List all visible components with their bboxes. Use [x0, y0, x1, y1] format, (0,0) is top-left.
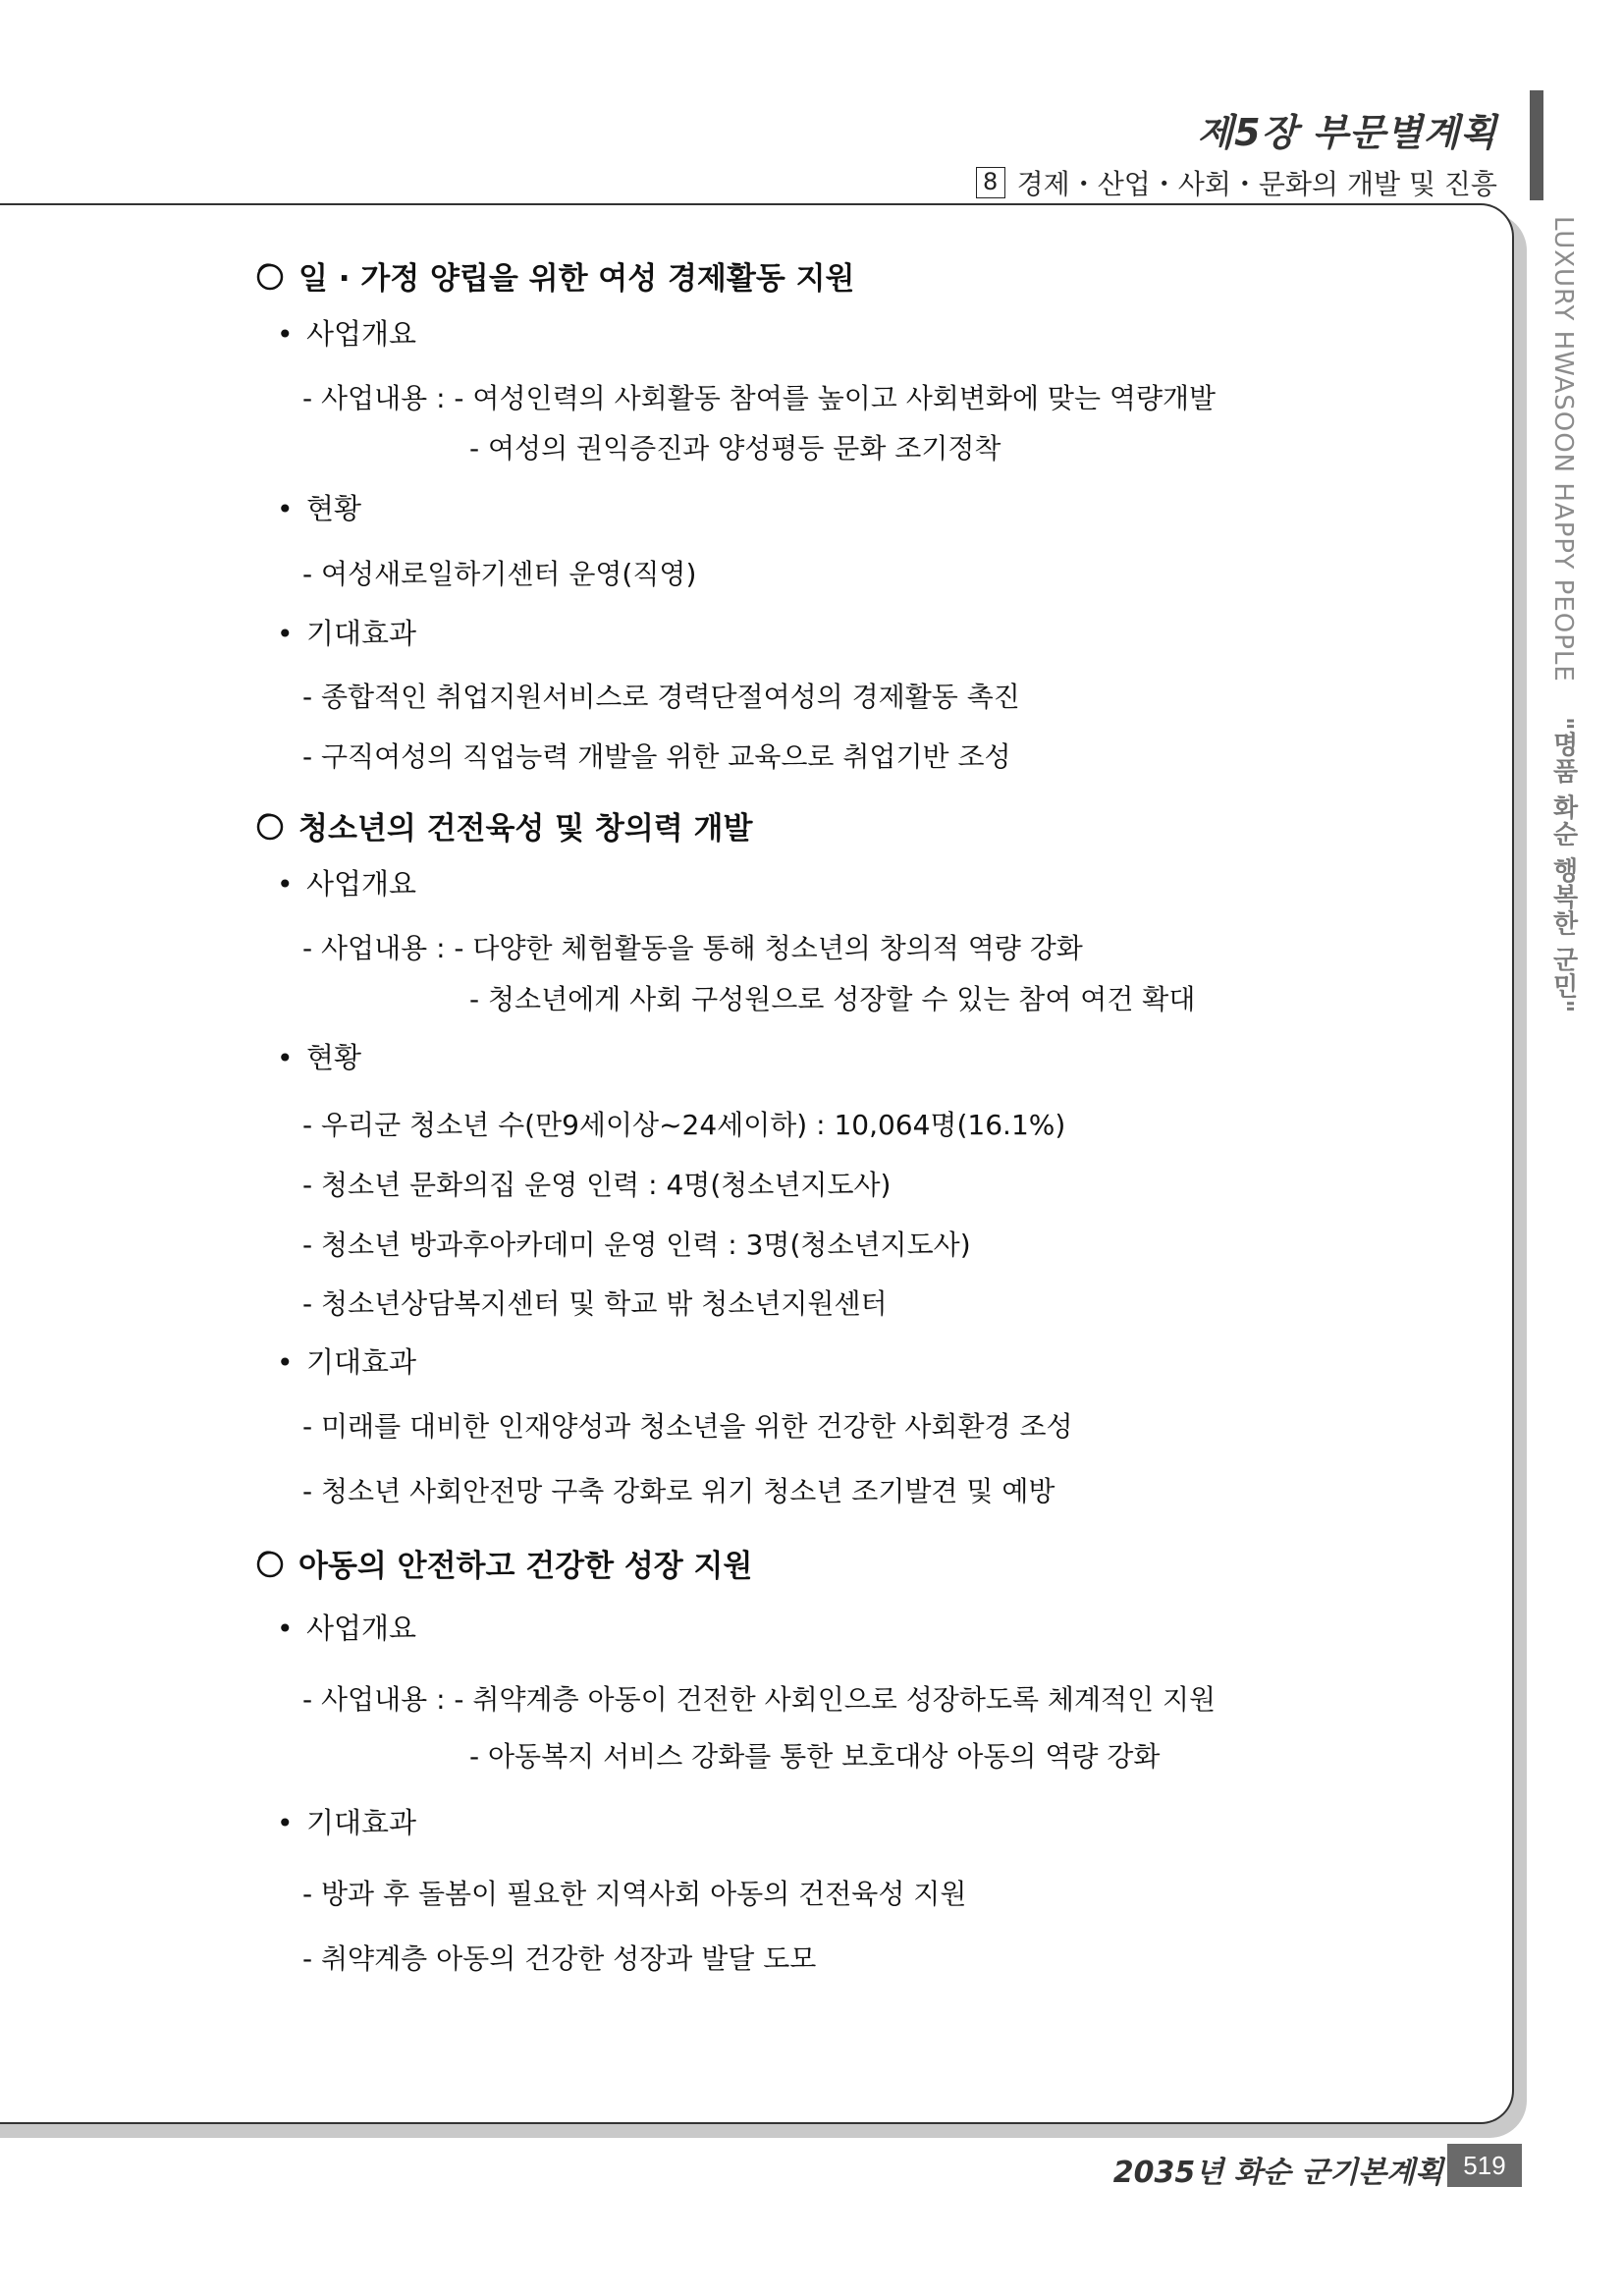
status-line: - 청소년상담복지센터 및 학교 밖 청소년지원센터 [302, 1287, 888, 1320]
effect-label: • 기대효과 [277, 612, 416, 652]
side-slogan-korean: "명품 화순 행복한 군민" [1548, 717, 1578, 1014]
effect-line: - 종합적인 취업지원서비스로 경력단절여성의 경제활동 촉진 [302, 681, 1020, 713]
section-number-box: 8 [976, 167, 1005, 198]
effect-line: - 방과 후 돌봄이 필요한 지역사회 아동의 건전육성 지원 [302, 1878, 967, 1910]
effect-line: - 청소년 사회안전망 구축 강화로 위기 청소년 조기발견 및 예방 [302, 1475, 1055, 1507]
overview-line: - 여성의 권익증진과 양성평등 문화 조기정착 [469, 432, 1001, 465]
status-line: - 청소년 문화의집 운영 인력 : 4명(청소년지도사) [302, 1169, 892, 1201]
section-title [976, 163, 1497, 202]
chapter-title: 제5장 부문별계획 [1197, 111, 1497, 154]
ring-bullet-icon [253, 810, 285, 842]
footer-plan-title: 2035년 화순 군기본계획 [1112, 2156, 1443, 2190]
effect-label: • 기대효과 [277, 1801, 416, 1841]
overview-line: - 사업내용 : - 여성인력의 사회활동 참여를 높이고 사회변화에 맞는 역량개발 [302, 382, 1217, 414]
overview-label: • 사업개요 [277, 1607, 416, 1647]
section-heading-women [253, 253, 854, 298]
status-line: - 여성새로일하기센터 운영(직영) [302, 558, 697, 590]
status-label: • 현황 [277, 487, 361, 527]
section-heading-youth [253, 803, 752, 847]
effect-line: - 미래를 대비한 인재양성과 청소년을 위한 건강한 사회환경 조성 [302, 1410, 1073, 1443]
overview-line: - 사업내용 : - 취약계층 아동이 건전한 사회인으로 성장하도록 체계적인 지원 [302, 1683, 1217, 1716]
section-heading-text: 청소년의 건전육성 및 창의력 개발 [298, 811, 753, 847]
side-slogan [1545, 216, 1582, 1013]
page-number: 519 [1447, 2144, 1522, 2187]
section-heading-children [253, 1541, 752, 1585]
effect-label: • 기대효과 [277, 1340, 416, 1381]
section-heading-text: 아동의 안전하고 건강한 성장 지원 [298, 1549, 753, 1584]
overview-line: - 청소년에게 사회 구성원으로 성장할 수 있는 참여 여건 확대 [469, 983, 1196, 1015]
status-line: - 청소년 방과후아카데미 운영 인력 : 3명(청소년지도사) [302, 1229, 971, 1261]
ring-bullet-icon [253, 1548, 285, 1579]
status-line: - 우리군 청소년 수(만9세이상~24세이하) : 10,064명(16.1%) [302, 1109, 1066, 1141]
overview-label: • 사업개요 [277, 862, 416, 902]
status-label: • 현황 [277, 1036, 361, 1076]
overview-line: - 아동복지 서비스 강화를 통한 보호대상 아동의 역량 강화 [469, 1740, 1161, 1773]
header-accent-bar [1530, 90, 1543, 200]
effect-line: - 구직여성의 직업능력 개발을 위한 교육으로 취업기반 조성 [302, 740, 1011, 773]
overview-label: • 사업개요 [277, 312, 416, 353]
section-title-text: 경제・산업・사회・문화의 개발 및 진흥 [1016, 168, 1497, 200]
ring-bullet-icon [253, 260, 285, 292]
overview-line: - 사업내용 : - 다양한 체험활동을 통해 청소년의 창의적 역량 강화 [302, 932, 1083, 964]
section-heading-text: 일 · 가정 양립을 위한 여성 경제활동 지원 [298, 261, 855, 297]
side-slogan-english: LUXURY HWASOON HAPPY PEOPLE [1548, 216, 1578, 683]
effect-line: - 취약계층 아동의 건강한 성장과 발달 도모 [302, 1942, 817, 1975]
